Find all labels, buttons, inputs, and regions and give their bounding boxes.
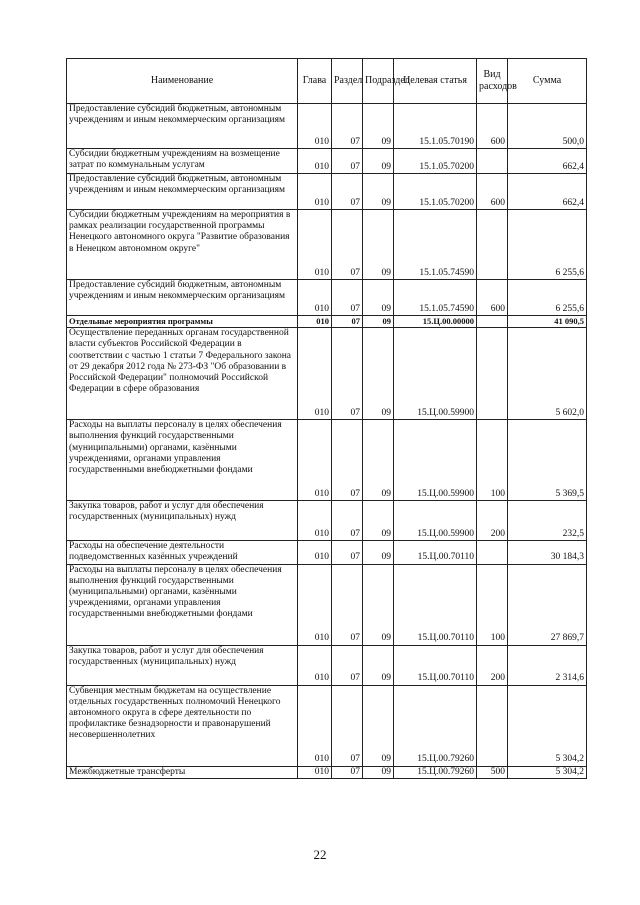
row-chapter: 010 (298, 685, 332, 766)
row-type (477, 149, 508, 174)
row-subsection: 09 (363, 280, 394, 316)
row-sum: 2 314,6 (508, 645, 587, 685)
row-chapter: 010 (298, 501, 332, 541)
row-target: 15.Ц.00.79260 (394, 766, 477, 778)
row-name: Расходы на выплаты персоналу в целях обеспечения выполнения функций государственными (муниципальными) органами, казёнными учреждениями, органами управления государственными внебюджетными фондами (67, 420, 298, 501)
table-body (67, 104, 587, 779)
row-name: Закупка товаров, работ и услуг для обеспечения государственных (муниципальных) нужд (67, 501, 298, 541)
row-target: 15.1.05.70200 (394, 149, 477, 174)
table-row (67, 541, 587, 564)
table-row (67, 280, 587, 316)
row-type (477, 541, 508, 564)
table-row (67, 685, 587, 766)
row-chapter: 010 (298, 149, 332, 174)
row-sum: 232,5 (508, 501, 587, 541)
row-subsection: 09 (363, 174, 394, 210)
table-row (67, 210, 587, 280)
row-subsection: 09 (363, 420, 394, 501)
row-type (477, 316, 508, 328)
row-sum: 27 869,7 (508, 564, 587, 645)
row-type: 200 (477, 645, 508, 685)
header-name: Наименование (67, 59, 298, 104)
row-section: 07 (332, 316, 363, 328)
row-type: 500 (477, 766, 508, 778)
row-subsection: 09 (363, 328, 394, 420)
row-subsection: 09 (363, 564, 394, 645)
row-section: 07 (332, 501, 363, 541)
header-sum: Сумма (508, 59, 587, 104)
header-section: Раздел (332, 59, 363, 104)
row-chapter: 010 (298, 420, 332, 501)
table-row (67, 501, 587, 541)
row-sum: 41 090,5 (508, 316, 587, 328)
row-section: 07 (332, 645, 363, 685)
row-subsection: 09 (363, 645, 394, 685)
row-subsection: 09 (363, 501, 394, 541)
header-subsection: Подраздел (363, 59, 394, 104)
row-sum: 6 255,6 (508, 210, 587, 280)
row-target: 15.1.05.70200 (394, 174, 477, 210)
row-name: Отдельные мероприятия программы (67, 316, 298, 328)
header-type: Вид расходов (477, 59, 508, 104)
row-chapter: 010 (298, 104, 332, 149)
row-section: 07 (332, 541, 363, 564)
table-row (67, 420, 587, 501)
row-chapter: 010 (298, 766, 332, 778)
table-row (67, 645, 587, 685)
row-chapter: 010 (298, 541, 332, 564)
row-subsection: 09 (363, 149, 394, 174)
row-type: 100 (477, 564, 508, 645)
row-type: 600 (477, 104, 508, 149)
row-section: 07 (332, 174, 363, 210)
row-sum: 5 369,5 (508, 420, 587, 501)
row-target: 15.Ц.00.79260 (394, 685, 477, 766)
row-chapter: 010 (298, 564, 332, 645)
header-target: Целевая статья (394, 59, 477, 104)
row-subsection: 09 (363, 104, 394, 149)
row-name: Предоставление субсидий бюджетным, автономным учреждениям и иным некоммерческим организациям (67, 104, 298, 149)
table-row (67, 104, 587, 149)
page-number: 22 (313, 847, 327, 862)
row-subsection: 09 (363, 316, 394, 328)
row-target: 15.Ц.00.70110 (394, 645, 477, 685)
row-sum: 5 304,2 (508, 685, 587, 766)
table-row (67, 328, 587, 420)
row-sum: 500,0 (508, 104, 587, 149)
row-target: 15.Ц.00.59900 (394, 501, 477, 541)
row-target: 15.1.05.74590 (394, 280, 477, 316)
row-section: 07 (332, 280, 363, 316)
table-row (67, 149, 587, 174)
row-sum: 30 184,3 (508, 541, 587, 564)
row-name: Субсидии бюджетным учреждениям на мероприятия в рамках реализации государственной программы Ненецкого автономного округа "Развитие образования в Ненецком автономном округе" (67, 210, 298, 280)
row-type: 600 (477, 280, 508, 316)
row-section: 07 (332, 564, 363, 645)
row-sum: 662,4 (508, 174, 587, 210)
row-section: 07 (332, 766, 363, 778)
row-section: 07 (332, 420, 363, 501)
row-chapter: 010 (298, 210, 332, 280)
row-name: Предоставление субсидий бюджетным, автономным учреждениям и иным некоммерческим организациям (67, 174, 298, 210)
row-subsection: 09 (363, 685, 394, 766)
row-type: 100 (477, 420, 508, 501)
row-section: 07 (332, 104, 363, 149)
row-sum: 5 304,2 (508, 766, 587, 778)
row-chapter: 010 (298, 280, 332, 316)
row-target: 15.Ц.00.70110 (394, 564, 477, 645)
row-target: 15.Ц.00.59900 (394, 328, 477, 420)
row-type: 600 (477, 174, 508, 210)
row-name: Расходы на выплаты персоналу в целях обеспечения выполнения функций государственными (муниципальными) органами, казёнными учреждениями, органами управления государственными внебюджетными фондами (67, 564, 298, 645)
row-name: Предоставление субсидий бюджетным, автономным учреждениям и иным некоммерческим организациям (67, 280, 298, 316)
row-name: Осуществление переданных органам государственной власти субъектов Российской Федерации в соответствии с частью 1 статьи 7 Федерального закона от 29 декабря 2012 года № 273-ФЗ "Об образовании в Российской Федерации" полномочий Российской Федерации в сфере образования (67, 328, 298, 420)
row-chapter: 010 (298, 328, 332, 420)
table-row (67, 174, 587, 210)
row-sum: 5 602,0 (508, 328, 587, 420)
row-subsection: 09 (363, 210, 394, 280)
row-sum: 662,4 (508, 149, 587, 174)
row-section: 07 (332, 210, 363, 280)
row-name: Субсидии бюджетным учреждениям на возмещение затрат по коммунальным услугам (67, 149, 298, 174)
row-target: 15.Ц.00.59900 (394, 420, 477, 501)
row-target: 15.1.05.70190 (394, 104, 477, 149)
row-type (477, 210, 508, 280)
table-row (67, 316, 587, 328)
row-subsection: 09 (363, 766, 394, 778)
row-sum: 6 255,6 (508, 280, 587, 316)
row-name: Закупка товаров, работ и услуг для обеспечения государственных (муниципальных) нужд (67, 645, 298, 685)
row-section: 07 (332, 685, 363, 766)
row-type: 200 (477, 501, 508, 541)
table-row (67, 564, 587, 645)
row-chapter: 010 (298, 316, 332, 328)
header-chapter: Глава (298, 59, 332, 104)
row-type (477, 328, 508, 420)
table-header-row (67, 59, 587, 104)
row-section: 07 (332, 149, 363, 174)
row-type (477, 685, 508, 766)
row-section: 07 (332, 328, 363, 420)
row-target: 15.1.05.74590 (394, 210, 477, 280)
row-target: 15.Ц.00.70110 (394, 541, 477, 564)
row-chapter: 010 (298, 174, 332, 210)
row-chapter: 010 (298, 645, 332, 685)
row-name: Расходы на обеспечение деятельности подведомственных казённых учреждений (67, 541, 298, 564)
row-target: 15.Ц.00.00000 (394, 316, 477, 328)
row-subsection: 09 (363, 541, 394, 564)
budget-table (66, 58, 587, 779)
row-name: Межбюджетные трансферты (67, 766, 298, 778)
row-name: Субвенция местным бюджетам на осуществление отдельных государственных полномочий Ненецкого автономного округа в сфере деятельности по профилактике безнадзорности и правонарушений несовершеннолетних (67, 685, 298, 766)
table-row (67, 766, 587, 778)
